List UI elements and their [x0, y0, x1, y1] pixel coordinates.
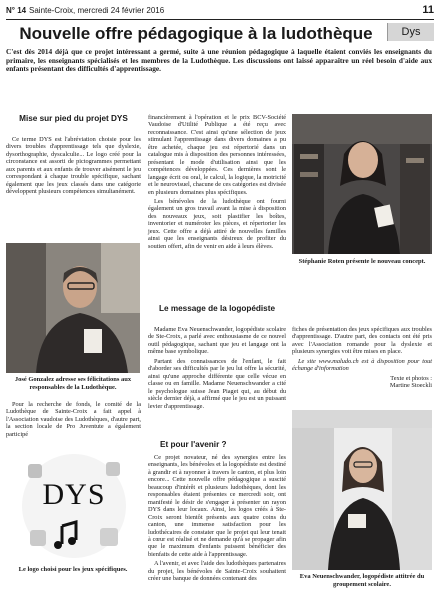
section-heading-logopediste: Le message de la logopédiste [158, 304, 276, 313]
page-header [6, 6, 434, 18]
caption-logo: Le logo choisi pour les jeux spécifiques. [18, 566, 128, 573]
column-1-top [6, 136, 141, 198]
paragraph: Ce terme DYS est l'abréviation choisie pour les divers troubles d'apprentissage tels que dyslexie, dysorthographie, dyscalculie... Le logo créé pour la circonstance est assorti de pictogrammes permettant aux parents et aux enfants de trouver aisément le jeu correspondant à chaque trouble spécifique, sachant également que les jeux classés dans une catégorie développent plusieurs compétences simultanément. [6, 136, 141, 196]
header-rule [6, 19, 434, 20]
article-lead: C'est dès 2014 déjà que ce projet intéressant a germé, suite à une réunion pédagogique à laquelle étaient conviés les enseignants du primaire, les enseignants spécialisés et les membres de la Ludothèque. Les discussions ont laissé apparaître un réel besoin d'aide aux enfants présentant des difficultés d'apprentissage. [6, 47, 432, 74]
section-heading-projet: Mise sur pied du projet DYS [19, 114, 128, 123]
caption-photo-jose: José Gonzalez adresse ses félicitations aux responsables de la Ludothèque. [14, 376, 132, 391]
photo-stephanie-roten [292, 114, 432, 254]
paragraph: Les bénévoles de la ludothèque ont fourni également un gros travail avant la mise à disposition des nouveaux jeux, soit plastifier les boîtes, inventorier et numéroter les pièces, et répertorier les jeux. Cette offre a déjà attiré de nouvelles familles ainsi que les enseignants désireux de profiter du soutien offert, afin de venir en aide à leurs élèves. [148, 197, 286, 250]
page-number: 11 [422, 4, 434, 16]
column-2-top [148, 114, 286, 252]
photo-eva-image [292, 410, 432, 570]
paragraph: Ce projet novateur, né des synergies entre les enseignants, les bénévoles et la logopédiste est destiné à grandir et à rayonner à travers le canton, et plus loin encore... Cette nouvelle offre pédagogique a suscité beaucoup d'intérêt et plusieurs ludothèques, dont les responsables étaient présentes ce mercredi soir, ont manifesté le désir de s'engager à présenter un rayon DYS dans leur locaux. Ainsi, les logos créés à Ste-Croix seront bientôt présents aux quatre coins du canton, une immense satisfaction pour les ludothécaires de constater que le projet qui leur tenait à cœur est réalisé et ne demande qu'à se propager afin que le maximum d'enfants puissent bénéficier des bienfaits de cette aide à l'apprentissage. [148, 454, 286, 558]
dys-logo-image [6, 448, 140, 564]
caption-photo-eva: Eva Neuenschwander, logopédiste attitrée du groupement scolaire. [299, 573, 425, 588]
column-2-bottom [148, 454, 286, 585]
paragraph: fiches de présentation des jeux spécifiques aux troubles d'apprentissage. D'autre part, des contacts ont été pris avec l'Association romande pour la dyslexie et plusieurs synergies voit être mises en place. [292, 326, 432, 356]
photo-stephanie-image [292, 114, 432, 254]
paragraph: A l'avenir, et avec l'aide des ludothèques partenaires du projet, les bénévoles de Sainte-Croix souhaitent créer une banque de données contenant des [148, 560, 286, 583]
paragraph: Pour la recherche de fonds, le comité de la Ludothèque de Sainte-Croix a fait appel à l'Association vaudoise des Ludothèques, d'autre part, la section locale de Pro Juventute a également participé [6, 401, 141, 438]
website-note: Le site www.maludo.ch est à disposition pour tout échange d'information [292, 357, 432, 373]
photo-credit-label: Texte et photos : [390, 374, 432, 382]
paragraph: Partant des connaissances de l'enfant, le fait d'aborder ses difficultés par le jeu lui offre la sécurité, ainsi qu'une approche différente que celle vécue en classe ou en famille. Madame Neuenschwander a cité le psychologue suisse Jean Piaget qui, au début du siècle dernier déjà, a affirmé que le jeu est un puissant levier d'apprentissage. [148, 357, 286, 410]
photo-jose-gonzalez-image [6, 243, 140, 373]
issue-number: N° 14 [6, 6, 27, 15]
article-title: Nouvelle offre pédagogique à la ludothèque [19, 24, 373, 43]
section-heading-avenir: Et pour l'avenir ? [160, 440, 227, 449]
caption-photo-stephanie: Stéphanie Roten présente le nouveau concept. [298, 258, 426, 265]
rubric-tag: Dys [387, 23, 434, 41]
photo-jose-gonzalez [6, 243, 140, 373]
column-2-middle [148, 326, 286, 412]
photo-credit-author: Martine Stoeckli [389, 382, 432, 390]
paragraph: financièrement à l'opération et le prix BCV-Société Vaudoise d'Utilité Publique a été reçu avec reconnaissance. C'est ainsi qu'une sélection de jeux stimulant l'apprentissage dans divers domaines a pu être achetée, chaque jeu est répertorié dans un catalogue mis à disposition des personnes intéressées, présentant le mode d'utilisation ainsi que les compétences développées. Ces dernières sont le langage écrit ou oral, le calcul, la logique, la motricité et le neurovisuel, chacune de ces catégories est divisée en plusieurs domaines plus spécifiques. [148, 114, 286, 196]
column-3-middle [292, 326, 432, 390]
paragraph: Madame Eva Neuenschwander, logopédiste scolaire de Ste-Croix, a parlé avec enthousiasme de ce nouvel outil pédagogique, sachant que jeu et langage ont la même base symbolique. [148, 326, 286, 356]
column-1-middle [6, 401, 141, 440]
dys-logo-text: DYS [42, 478, 106, 511]
issue-date: Sainte-Croix, mercredi 24 février 2016 [29, 6, 165, 15]
photo-eva-neuenschwander [292, 410, 432, 570]
